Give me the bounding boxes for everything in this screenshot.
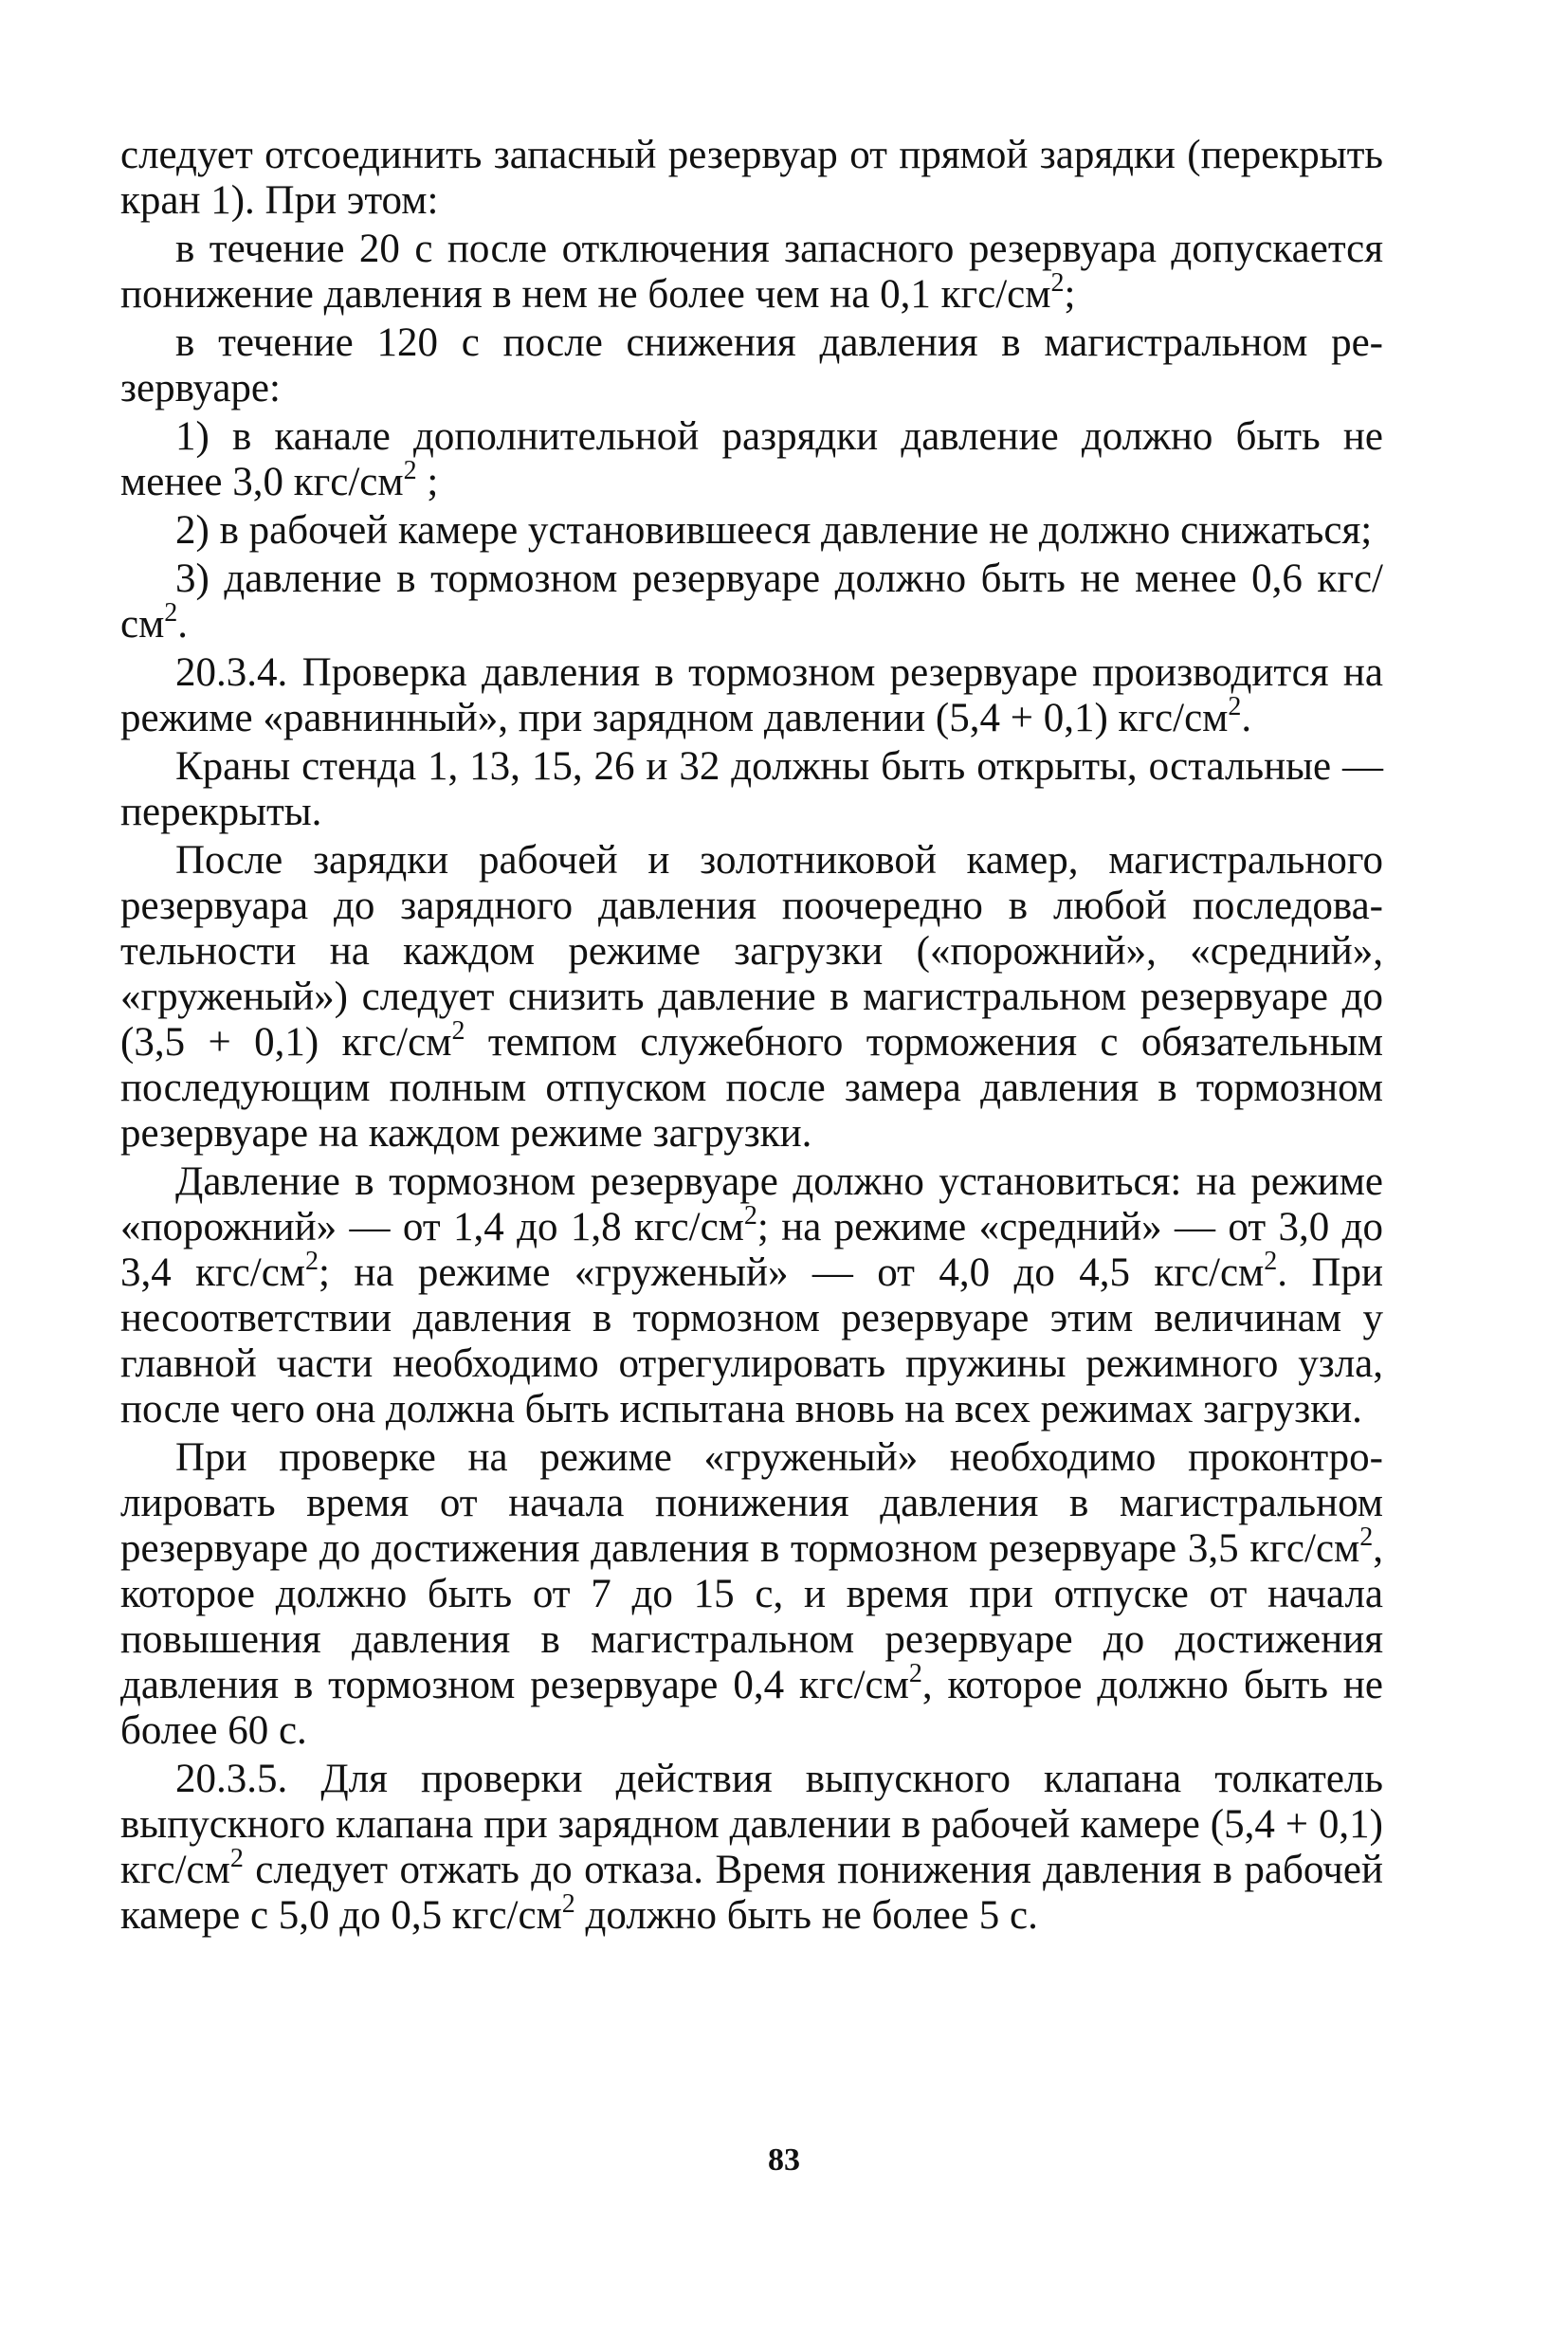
paragraph-2: в течение 20 с после отключения запасного резервуара допускается понижение давления в нем не более чем на 0,1 кгс/$см^2$; bbox=[120, 227, 1383, 317]
paragraph-9: После зарядки рабочей и золотниковой камер, магистрального резервуара до зарядного давления поочередно в любой последовательности на каждом режиме загрузки («порожний», «средний», «груженый») следует снизить давление в магистральном резервуаре до (3,5 + 0,1) кгс/$см^2$ темпом служебного торможения с обязательным последующим полным отпуском после замера давления в тормозном резервуаре на каждом режиме загрузки. bbox=[120, 838, 1383, 1156]
paragraph-7: 20.3.4. Проверка давления в тормозном резервуаре производится на режиме «равнинный», при зарядном давлении (5,4 + 0,1) кгс/$см^2$. bbox=[120, 650, 1383, 740]
page-number: 83 bbox=[768, 2142, 800, 2178]
paragraph-1: следует отсоединить запасный резервуар от прямой зарядки (перекрыть кран 1). При этом: bbox=[120, 133, 1383, 223]
paragraph-3: в течение 120 с после снижения давления в магистральном резервуаре: bbox=[120, 320, 1383, 410]
paragraph-10: Давление в тормозном резервуаре должно установиться: на режиме «порожний» — от 1,4 до 1,8 кгс/$см^2$; на режиме «средний» — от 3,0 до 3,4 кгс/$см^2$; на режиме «груженый» — от 4,0 до 4,5 кгс/$см^2$. При несоответствии давления в тормозном резервуаре этим величинам у главной части необходимо отрегулировать пружины режимного узла, после чего она должна быть испытана вновь на всех режимах загрузки. bbox=[120, 1159, 1383, 1431]
paragraph-12: 20.3.5. Для проверки действия выпускного клапана толкатель выпускного клапана при зарядном давлении в рабочей камере (5,4 + 0,1) кгс/$см^2$ следует отжать до отказа. Время понижения давления в рабочей камере с 5,0 до 0,5 кгс/$см^2$ должно быть не более 5 с. bbox=[120, 1757, 1383, 1938]
paragraph-11: При проверке на режиме «груженый» необходимо проконтролировать время от начала понижения давления в магистральном резервуаре до достижения давления в тормозном резервуаре 3,5 кгс/$см^2$, которое должно быть от 7 до 15 с, и время при отпуске от начала повышения давления в магистральном резервуаре до достижения давления в тормозном резервуаре 0,4 кгс/$см^2$, которое должно быть не более 60 с. bbox=[120, 1435, 1384, 1753]
paragraph-4: 1) в канале дополнительной разрядки давление должно быть не менее 3,0 кгс/$см^2$ ; bbox=[120, 414, 1383, 504]
page-body bbox=[120, 133, 1383, 1942]
paragraph-5: 2) в рабочей камере установившееся давление не должно снижаться; bbox=[175, 508, 1373, 553]
paragraph-8: Краны стенда 1, 13, 15, 26 и 32 должны быть открыты, остальные — перекрыты. bbox=[120, 744, 1383, 834]
paragraph-6: 3) давление в тормозном резервуаре должно быть не менее 0,6 кгс/$см^2$. bbox=[120, 556, 1383, 647]
